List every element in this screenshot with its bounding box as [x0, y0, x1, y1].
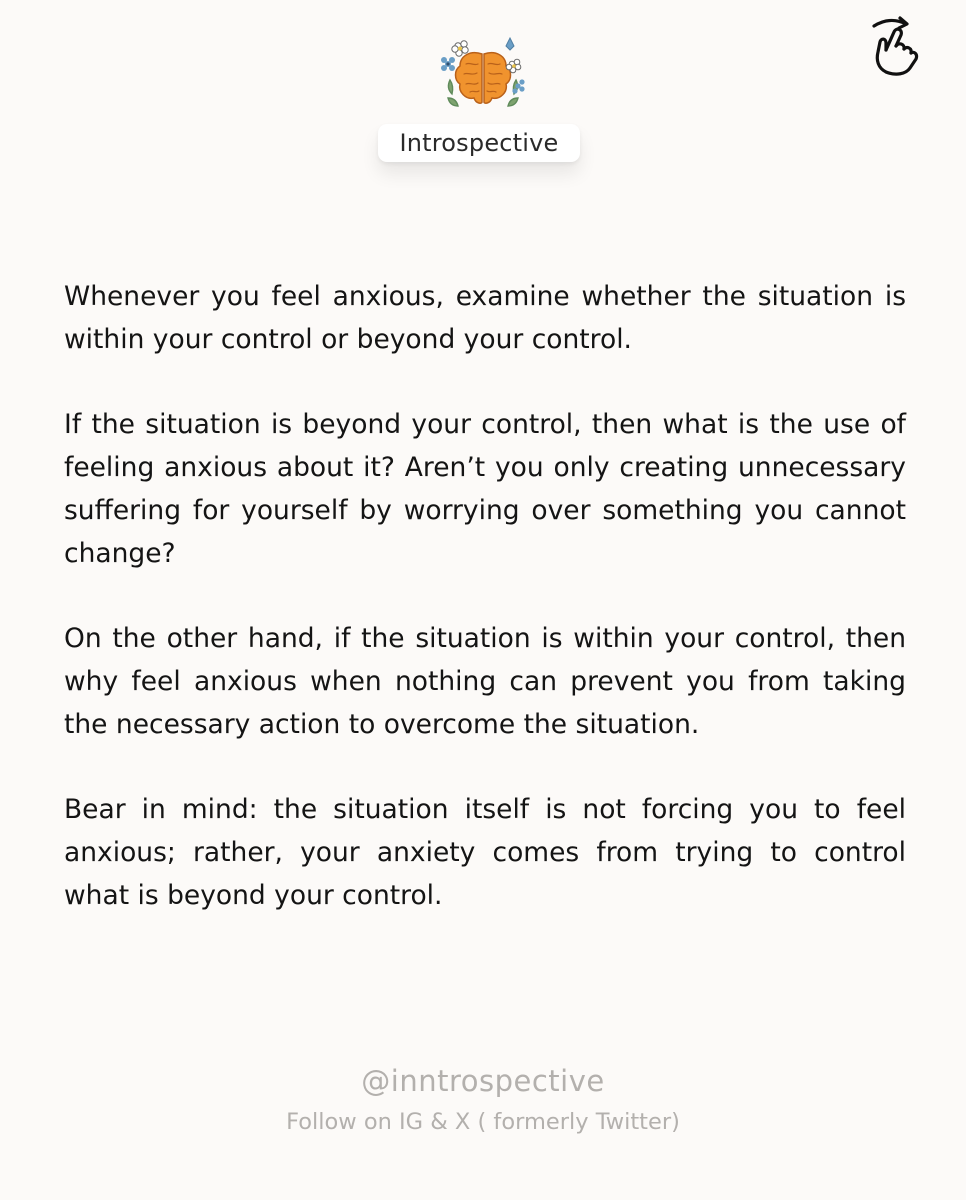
social-handle: @inntrospective	[361, 1064, 605, 1098]
brain-with-flowers-icon	[440, 36, 526, 116]
body-text	[64, 275, 906, 917]
brand-name: Introspective	[378, 124, 580, 162]
paragraph: On the other hand, if the situation is within your control, then why feel anxious when nothing can prevent you from taking the necessary action to overcome the situation.	[64, 623, 906, 740]
paragraph: Bear in mind: the situation itself is not forcing you to feel anxious; rather, your anxiety comes from trying to control what is beyond your control.	[64, 794, 906, 911]
follow-text: Follow on IG & X ( formerly Twitter)	[286, 1109, 680, 1135]
paragraph: Whenever you feel anxious, examine whether the situation is within your control or beyond your control.	[64, 281, 906, 355]
swipe-hand-icon[interactable]	[864, 12, 928, 78]
paragraph: If the situation is beyond your control, then what is the use of feeling anxious about it? Aren’t you only creating unnecessary suffering for yourself by worrying over something you cannot change?	[64, 409, 906, 569]
